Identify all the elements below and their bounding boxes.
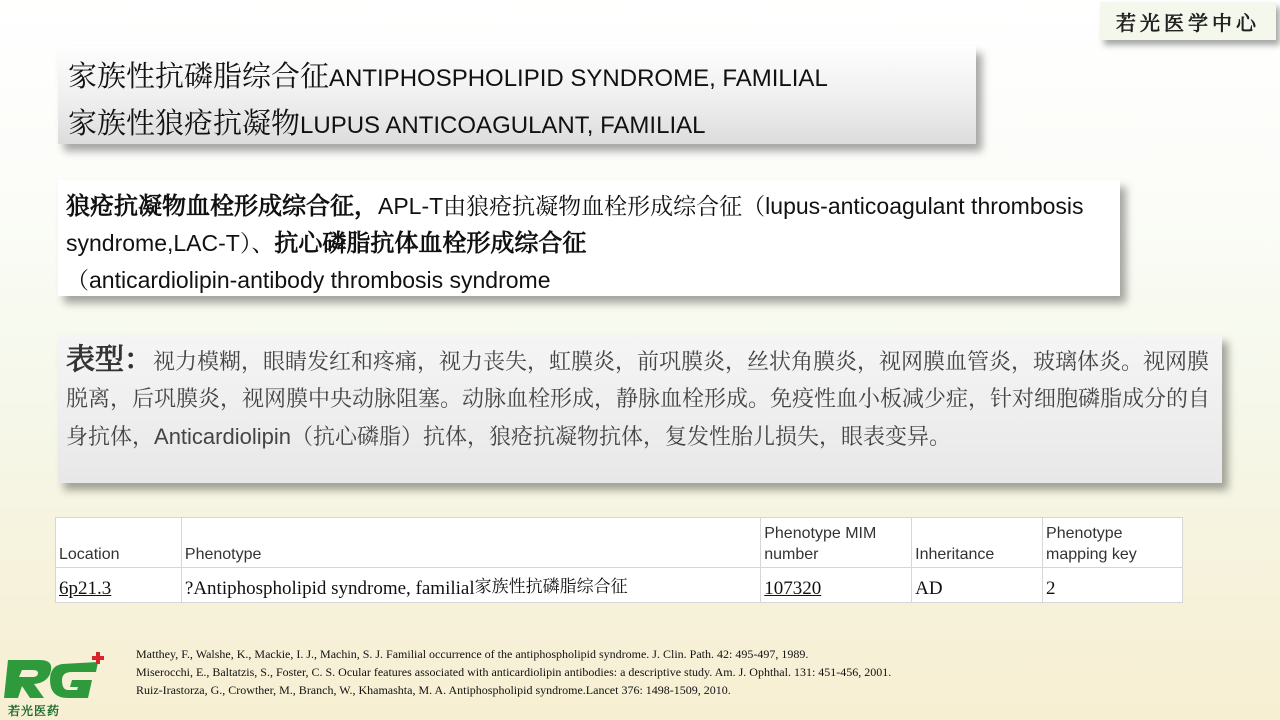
- header-location: Location: [56, 518, 182, 568]
- reference-item: Matthey, F., Walshe, K., Mackie, I. J., Machin, S. J. Familial occurrence of the antiphospholipid syndrome. J. Clin. Path. 42: 495-497, 1989.: [136, 647, 809, 661]
- title-cn-2: 家族性狼疮抗凝物: [68, 106, 301, 140]
- cell-mim: [761, 568, 912, 603]
- synonym-bold-1: 狼疮抗凝物血栓形成综合征，: [66, 192, 378, 220]
- phenotype-panel: [58, 335, 1222, 483]
- table-header-row: [56, 518, 1183, 568]
- synonyms-panel: [58, 180, 1120, 296]
- header-mim: Phenotype MIM number: [761, 518, 912, 568]
- phenotype-text-2: （抗心磷脂）抗体，狼疮抗凝物抗体，复发性胎儿损失，眼表变异。: [290, 425, 951, 450]
- title-en-1: ANTIPHOSPHOLIPID SYNDROME, FAMILIAL: [329, 65, 828, 92]
- cell-location: [56, 568, 182, 603]
- mim-link[interactable]: 107320: [764, 578, 822, 599]
- phenotype-text-1: 视力模糊，眼睛发红和疼痛，视力丧失，虹膜炎，前巩膜炎，丝状角膜炎，视网膜血管炎，玻璃体炎。视网膜脱离，后巩膜炎，视网膜中央动脉阻塞。动脉血栓形成，静脉血栓形成。免疫性血小板减少症，针对细胞磷脂成分的自身抗体，: [66, 350, 1211, 450]
- header-phenotype: Phenotype: [181, 518, 760, 568]
- header-mapping-key: Phenotype mapping key: [1043, 518, 1183, 568]
- synonym-text-1: APL-T由狼疮抗凝物血栓形成综合征（lupus-anticoagulant thrombosis syndrome,LAC-T）、: [66, 193, 1084, 256]
- header-inheritance: Inheritance: [912, 518, 1043, 568]
- logo-text: 若光医药: [8, 704, 61, 718]
- synonym-bold-2: 抗心磷脂抗体血栓形成综合征: [274, 229, 587, 257]
- title-en-2: LUPUS ANTICOAGULANT, FAMILIAL: [300, 112, 706, 139]
- title-cn-1: 家族性抗磷脂综合征: [68, 59, 330, 93]
- cell-phenotype: [181, 568, 760, 603]
- phenotype-label: 表型：: [66, 342, 154, 376]
- phenotype-name: ?Antiphospholipid syndrome, familial: [184, 578, 475, 599]
- synonym-text-2: （anticardiolipin-antibody thrombosis syndrome: [66, 267, 551, 293]
- omim-table: [55, 517, 1183, 603]
- phenotype-cn: 家族性抗磷脂综合征: [474, 577, 628, 597]
- cell-mapping-key: 2: [1043, 568, 1183, 603]
- brand-label: 若光医学中心: [1100, 2, 1276, 40]
- title-line-1: [68, 54, 966, 101]
- table-row: [56, 568, 1183, 603]
- reference-item: Ruiz-Irastorza, G., Crowther, M., Branch, W., Khamashta, M. A. Antiphospholipid syndrome.Lancet 376: 1498-1509, 2010.: [136, 683, 731, 697]
- title-panel: [58, 46, 976, 144]
- reference-item: Miserocchi, E., Baltatzis, S., Foster, C. S. Ocular features associated with anticardiolipin antibodies: a descriptive study. Am. J. Ophthal. 131: 451-456, 2001.: [136, 665, 892, 679]
- references: [136, 645, 1096, 699]
- phenotype-en: Anticardiolipin: [154, 424, 291, 449]
- title-line-2: [68, 101, 966, 148]
- location-link[interactable]: 6p21.3: [59, 578, 112, 599]
- cell-inheritance: AD: [912, 568, 1043, 603]
